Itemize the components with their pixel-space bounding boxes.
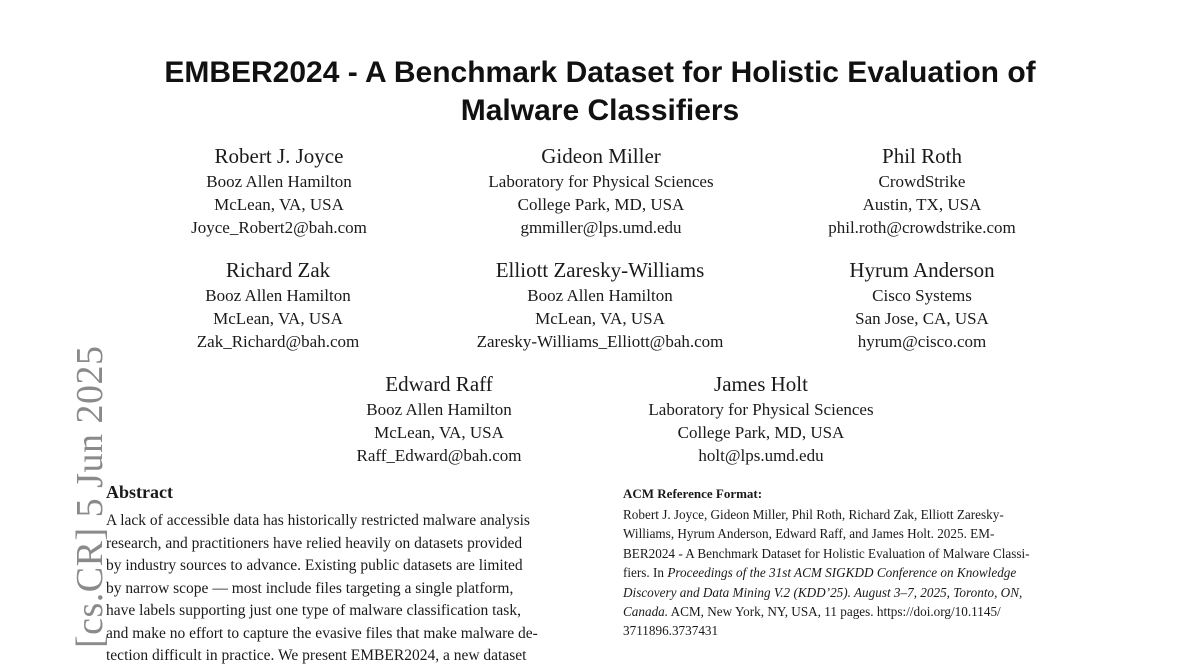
title-line-1: EMBER2024 - A Benchmark Dataset for Holistic Evaluation of	[164, 56, 1036, 89]
acm-line	[623, 583, 1098, 602]
author-name: Hyrum Anderson	[849, 258, 995, 282]
acm-line: Williams, Hyrum Anderson, Edward Raff, and James Holt. 2025. EM-	[623, 526, 995, 542]
author-org: Laboratory for Physical Sciences	[648, 400, 874, 419]
author-email: phil.roth@crowdstrike.com	[828, 218, 1016, 237]
author-block-roth	[732, 143, 1112, 239]
abstract-line: research, and practitioners have relied heavily on datasets provided	[106, 534, 523, 552]
acm-line: Robert J. Joyce, Gideon Miller, Phil Roth, Richard Zak, Elliott Zaresky-	[623, 507, 1004, 522]
author-location: McLean, VA, USA	[213, 309, 343, 328]
author-email: gmmiller@lps.umd.edu	[520, 218, 682, 237]
author-name: Elliott Zaresky-Williams	[495, 258, 705, 282]
abstract-line: and make no effort to capture the evasive files that make malware de-	[106, 624, 538, 642]
title-line-2: Malware Classifiers	[460, 94, 740, 127]
author-name: Edward Raff	[385, 372, 493, 396]
acm-text: ACM, New York, NY, USA, 11 pages. https://doi.org/10.1145/	[668, 604, 1001, 620]
author-org: Booz Allen Hamilton	[527, 286, 673, 305]
author-org: Booz Allen Hamilton	[366, 400, 512, 419]
author-location: McLean, VA, USA	[214, 195, 344, 214]
author-name: Phil Roth	[882, 144, 962, 168]
author-name: Robert J. Joyce	[214, 144, 344, 168]
arxiv-sidebar-stamp: [cs.CR] 5 Jun 2025	[69, 345, 111, 648]
abstract-line: tection difficult in practice. We present EMBER2024, a new dataset	[106, 647, 527, 664]
author-name: Richard Zak	[225, 258, 331, 282]
abstract-line: by narrow scope — most include files targeting a single platform,	[106, 579, 514, 597]
author-email: holt@lps.umd.edu	[698, 446, 824, 465]
author-block-holt	[571, 371, 951, 467]
acm-line	[623, 602, 1098, 621]
acm-line	[623, 563, 1098, 582]
author-location: Austin, TX, USA	[862, 195, 982, 214]
acm-venue-text: Proceedings of the 31st ACM SIGKDD Conference on Knowledge	[667, 565, 1017, 581]
author-block-anderson	[732, 257, 1112, 353]
author-email: Zak_Richard@bah.com	[196, 332, 360, 351]
paper-title	[60, 54, 1140, 130]
author-org: CrowdStrike	[878, 172, 966, 191]
author-location: McLean, VA, USA	[374, 423, 504, 442]
author-email: Joyce_Robert2@bah.com	[191, 218, 367, 237]
acm-line: BER2024 - A Benchmark Dataset for Holistic Evaluation of Malware Classi-	[623, 545, 1030, 561]
author-location: College Park, MD, USA	[517, 195, 685, 214]
author-email: hyrum@cisco.com	[857, 332, 987, 351]
author-location: College Park, MD, USA	[677, 423, 845, 442]
acm-reference-body	[623, 505, 1098, 641]
author-email: Zaresky-Williams_Elliott@bah.com	[476, 332, 724, 351]
author-org: Cisco Systems	[872, 286, 972, 305]
author-location: McLean, VA, USA	[535, 309, 665, 328]
abstract-line: by industry sources to advance. Existing public datasets are limited	[106, 557, 523, 574]
acm-doi-line: 3711896.3737431	[623, 623, 719, 639]
abstract-line: have labels supporting just one type of malware classification task,	[106, 602, 521, 619]
acm-venue-text: Canada.	[623, 604, 669, 620]
author-name: James Holt	[714, 372, 808, 396]
author-org: Booz Allen Hamilton	[205, 286, 351, 305]
author-org: Booz Allen Hamilton	[206, 172, 352, 191]
abstract-body	[106, 510, 578, 668]
acm-reference-heading: ACM Reference Format:	[623, 486, 763, 501]
acm-venue-text: Discovery and Data Mining V.2 (KDD’25). August 3–7, 2025, Toronto, ON,	[623, 584, 1023, 600]
author-org: Laboratory for Physical Sciences	[488, 172, 714, 191]
author-location: San Jose, CA, USA	[855, 309, 989, 328]
author-name: Gideon Miller	[541, 144, 661, 168]
abstract-heading: Abstract	[106, 482, 173, 502]
acm-text: fiers. In	[623, 565, 668, 581]
author-email: Raff_Edward@bah.com	[356, 446, 522, 465]
abstract-line: A lack of accessible data has historically restricted malware analysis	[106, 512, 530, 529]
